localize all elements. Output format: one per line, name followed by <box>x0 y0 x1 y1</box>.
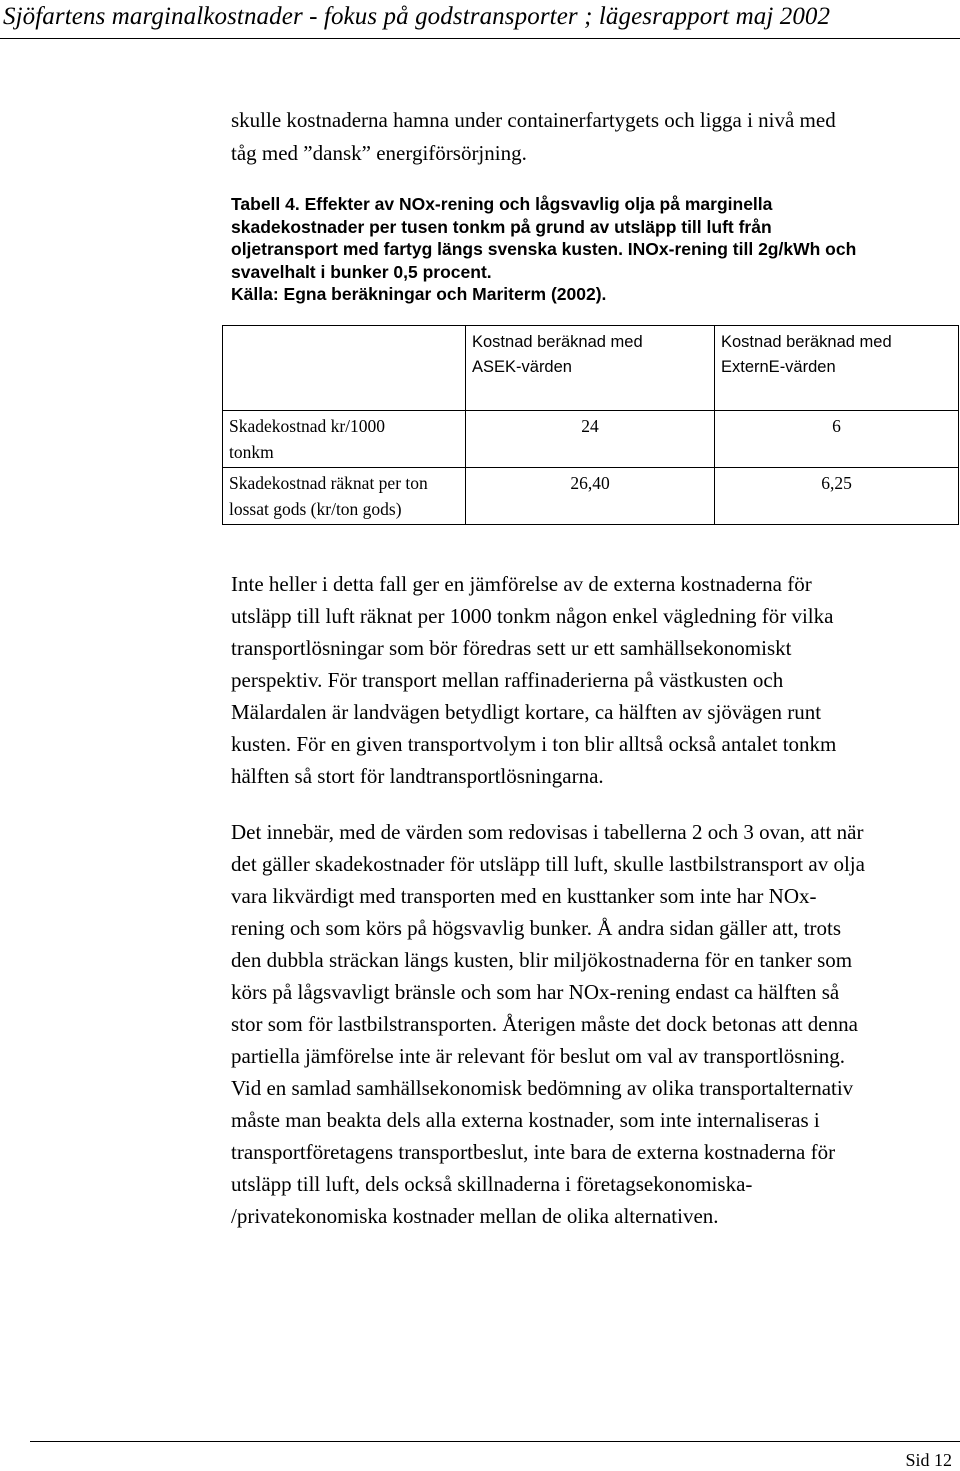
page-header <box>0 0 960 40</box>
paragraph-line: transportlösningar som bör föredras sett ur ett samhällsekonomiskt <box>231 636 792 660</box>
row-label-line: Skadekostnad räknat per ton <box>229 473 428 493</box>
column-header-line: ASEK-värden <box>472 357 572 376</box>
cost-table <box>222 325 959 525</box>
cell-externe-value: 6,25 <box>715 468 959 525</box>
paragraph-line: Mälardalen är landvägen betydligt kortare, ca hälften av sjövägen runt <box>231 700 822 724</box>
paragraph-line: måste man beakta dels alla externa kostnader, som inte internaliseras i <box>231 1108 820 1132</box>
row-label-line: tonkm <box>229 442 274 462</box>
cell-externe-value: 6 <box>715 411 959 468</box>
column-header-line: ExternE-värden <box>721 357 836 376</box>
footer-divider <box>30 1441 960 1442</box>
column-header-asek <box>466 326 715 411</box>
intro-line: tåg med ”dansk” energiförsörjning. <box>231 141 527 165</box>
body-paragraph <box>231 816 931 1232</box>
caption-line: oljetransport med fartyg längs svenska kusten. INOx-rening till 2g/kWh och <box>231 239 857 259</box>
row-label-line: lossat gods (kr/ton gods) <box>229 499 402 519</box>
table-row <box>223 468 959 525</box>
paragraph-line: stor som för lastbilstransporten. Återigen måste det dock betonas att denna <box>231 1012 858 1036</box>
cell-asek-value: 24 <box>466 411 715 468</box>
row-label <box>223 468 466 525</box>
intro-paragraph <box>231 104 931 170</box>
paragraph-line: Det innebär, med de värden som redovisas i tabellerna 2 och 3 ovan, att när <box>231 820 864 844</box>
paragraph-line: rening och som körs på högsvavlig bunker. Å andra sidan gäller att, trots <box>231 916 842 940</box>
paragraph-line: utsläpp till luft räknat per 1000 tonkm någon enkel vägledning för vilka <box>231 604 834 628</box>
paragraph-line: hälften så stort för landtransportlösningarna. <box>231 764 604 788</box>
body-paragraph <box>231 568 931 792</box>
paragraph-line: Inte heller i detta fall ger en jämförelse av de externa kostnaderna för <box>231 572 812 596</box>
column-header-line: Kostnad beräknad med <box>472 333 643 351</box>
paragraph-line: utsläpp till luft, dels också skillnaderna i företagsekonomiska- <box>231 1172 753 1196</box>
caption-line: skadekostnader per tusen tonkm på grund av utsläpp till luft från <box>231 216 772 237</box>
row-label <box>223 411 466 468</box>
column-header-externe <box>715 326 959 411</box>
paragraph-line: Vid en samlad samhällsekonomisk bedömning av olika transportalternativ <box>231 1076 854 1100</box>
paragraph-line: den dubbla sträckan längs kusten, blir miljökostnaderna för en tanker som <box>231 948 853 972</box>
caption-source: Källa: Egna beräkningar och Mariterm (2002). <box>231 284 607 304</box>
paragraph-line: kusten. För en given transportvolym i ton blir alltså också antalet tonkm <box>231 732 837 756</box>
intro-line: skulle kostnaderna hamna under containerfartygets och ligga i nivå med <box>231 108 836 132</box>
table-row <box>223 411 959 468</box>
paragraph-line: /privatekonomiska kostnader mellan de olika alternativen. <box>231 1204 719 1228</box>
table-corner-cell <box>223 326 466 411</box>
cell-asek-value: 26,40 <box>466 468 715 525</box>
column-header-line: Kostnad beräknad med <box>721 333 892 351</box>
header-divider <box>0 38 960 39</box>
paragraph-line: transportföretagens transportbeslut, inte bara de externa kostnaderna för <box>231 1140 836 1164</box>
page-number: Sid 12 <box>905 1450 952 1470</box>
paragraph-line: körs på lågsvavligt bränsle och som har NOx-rening endast ca hälften så <box>231 980 840 1004</box>
paragraph-line: partiella jämförelse inte är relevant för beslut om val av transportlösning. <box>231 1044 846 1068</box>
paragraph-line: perspektiv. För transport mellan raffinaderierna på västkusten och <box>231 668 784 692</box>
paragraph-line: vara likvärdigt med transporten med en kusttanker som inte har NOx- <box>231 884 817 908</box>
caption-line: Tabell 4. Effekter av NOx-rening och lågsvavlig olja på marginella <box>231 194 773 214</box>
table-header-row <box>223 326 959 411</box>
caption-line: svavelhalt i bunker 0,5 procent. <box>231 261 492 282</box>
paragraph-line: det gäller skadekostnader för utsläpp till luft, skulle lastbilstransport av olja <box>231 852 865 876</box>
row-label-line: Skadekostnad kr/1000 <box>229 416 386 436</box>
document-title: Sjöfartens marginalkostnader - fokus på godstransporter ; lägesrapport maj 2002 <box>3 3 831 30</box>
table-caption <box>231 193 946 306</box>
